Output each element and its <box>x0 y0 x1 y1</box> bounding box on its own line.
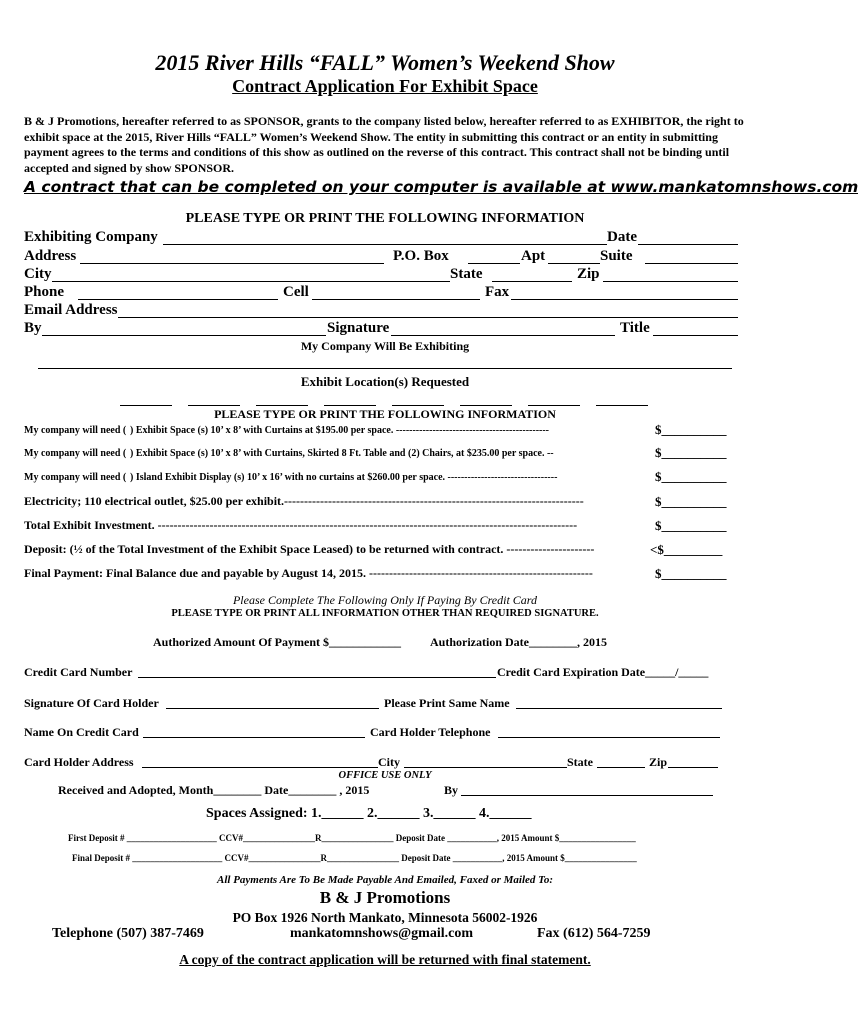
footer-address: PO Box 1926 North Mankato, Minnesota 56002-1926 <box>232 910 538 925</box>
credit-heading: Please Complete The Following Only If Paying By Credit Card <box>232 593 538 607</box>
card-number-label: Credit Card Number <box>24 665 133 679</box>
state-label: State <box>450 266 483 282</box>
need-prefix-2: My company will need ( <box>24 448 127 459</box>
exhibiting-as-label: My Company Will Be Exhibiting <box>300 339 470 353</box>
page-title: 2015 River Hills “FALL” Women’s Weekend Show <box>155 50 615 75</box>
authorized-amount[interactable]: Authorized Amount Of Payment $____________ <box>153 635 401 649</box>
location-field-7[interactable] <box>528 405 580 406</box>
authorization-date[interactable]: Authorization Date________, 2015 <box>430 635 607 649</box>
electricity-amount[interactable]: $__________ <box>655 494 727 509</box>
need-prefix-1: My company will need ( <box>24 425 127 436</box>
zip-field[interactable] <box>603 281 738 282</box>
city-field[interactable] <box>52 281 450 282</box>
location-field-1[interactable] <box>120 405 172 406</box>
info-heading: PLEASE TYPE OR PRINT THE FOLLOWING INFORMATION <box>185 211 585 226</box>
received-line[interactable]: Received and Adopted, Month________ Date________ , 2015 <box>58 783 370 797</box>
phone-label: Phone <box>24 284 65 300</box>
deposit-line: Deposit: (½ of the Total Investment of the Exhibit Space Leased) to be returned with contract. ---------------------- <box>24 542 595 556</box>
fax-label: Fax <box>485 284 510 300</box>
item-exhibit-table: ) Exhibit Space (s) 10’ x 8’ with Curtains, Skirted 8 Ft. Table and (2) Chairs, at $235.00 per space. -- <box>130 448 554 459</box>
holder-zip-field[interactable] <box>668 767 718 768</box>
name-on-card-field[interactable] <box>143 737 365 738</box>
office-by-label: By <box>444 783 459 797</box>
cell-label: Cell <box>283 284 309 300</box>
cell-field[interactable] <box>312 299 480 300</box>
signature-label: Signature <box>327 320 390 336</box>
copy-note: A copy of the contract application will be returned with final statement. <box>179 952 591 967</box>
apt-field[interactable] <box>548 263 600 264</box>
suite-label: Suite <box>600 248 633 264</box>
expiration-field[interactable]: Credit Card Expiration Date_____/_____ <box>497 665 709 679</box>
date-label: Date <box>607 229 637 245</box>
holder-state-label: State <box>567 755 593 769</box>
apt-label: Apt <box>521 248 546 264</box>
phone-field[interactable] <box>78 299 278 300</box>
title-label: Title <box>620 320 650 336</box>
final-line: Final Payment: Final Balance due and payable by August 14, 2015. -------------------------------------------------------- <box>24 566 593 580</box>
office-heading: OFFICE USE ONLY <box>338 770 432 781</box>
holder-phone-label: Card Holder Telephone <box>370 725 491 739</box>
title-field[interactable] <box>653 335 738 336</box>
order-heading: PLEASE TYPE OR PRINT THE FOLLOWING INFORMATION <box>214 407 556 421</box>
payments-note: All Payments Are To Be Made Payable And Emailed, Faxed or Mailed To: <box>217 874 553 886</box>
print-name-label: Please Print Same Name <box>384 696 510 710</box>
footer-company: B & J Promotions <box>319 888 451 907</box>
card-signature-label: Signature Of Card Holder <box>24 696 159 710</box>
item-exhibit-space: ) Exhibit Space (s) 10’ x 8’ with Curtains at $195.00 per space. ---------------------------------------------- <box>130 425 550 436</box>
email-field[interactable] <box>118 317 738 318</box>
spaces-assigned[interactable]: Spaces Assigned: 1.______ 2.______ 3.______ 4.______ <box>206 806 532 821</box>
date-field[interactable] <box>638 244 738 245</box>
address-label: Address <box>24 248 77 264</box>
location-field-4[interactable] <box>324 405 376 406</box>
by-label: By <box>24 320 42 336</box>
holder-city-label: City <box>378 755 400 769</box>
zip-label: Zip <box>577 266 600 282</box>
company-field[interactable] <box>163 244 607 245</box>
company-label: Exhibiting Company <box>24 229 158 245</box>
print-name-field[interactable] <box>516 708 722 709</box>
holder-address-field[interactable] <box>142 767 378 768</box>
footer-fax: Fax (612) 564-7259 <box>537 926 651 941</box>
card-signature-field[interactable] <box>166 708 379 709</box>
location-field-6[interactable] <box>460 405 512 406</box>
city-label: City <box>24 266 52 282</box>
holder-zip-label: Zip <box>649 755 668 769</box>
page-subtitle: Contract Application For Exhibit Space <box>232 76 538 96</box>
total-amount[interactable]: $__________ <box>655 518 727 533</box>
email-label: Email Address <box>24 302 118 318</box>
final-amount[interactable]: $__________ <box>655 566 727 581</box>
item-island: ) Island Exhibit Display (s) 10’ x 16’ with no curtains at $260.00 per space. --------------------------------- <box>130 472 558 483</box>
address-field[interactable] <box>80 263 384 264</box>
location-field-8[interactable] <box>596 405 648 406</box>
holder-address-label: Card Holder Address <box>24 755 134 769</box>
pobox-label: P.O. Box <box>393 248 449 264</box>
location-field-3[interactable] <box>256 405 308 406</box>
deposit-amount[interactable]: <$_________ <box>650 542 723 557</box>
final-deposit-line[interactable]: Final Deposit # ____________________ CCV#________________R________________ Deposit Date ___________, 2015 Amount $________________ <box>72 853 637 863</box>
state-field[interactable] <box>492 281 572 282</box>
electricity-line: Electricity; 110 electrical outlet, $25.00 per exhibit.--------------------------------------------------------------------------- <box>24 494 584 508</box>
intro-paragraph: B & J Promotions, hereafter referred to as SPONSOR, grants to the company listed below, hereafter referred to as EXHIBITOR, the right to exhibit space at the 2015, River Hills “FALL” Women’s Weekend Show. The entity in submitting this contract or an entity in submitting payment agrees to the terms and conditions of this show as outlined on the reverse of this contract. This contract shall not be binding until accepted and signed by show SPONSOR. <box>24 114 744 175</box>
office-by-field[interactable] <box>461 795 713 796</box>
item-1-amount[interactable]: $__________ <box>655 422 727 437</box>
card-number-field[interactable] <box>138 677 496 678</box>
first-deposit-line[interactable]: First Deposit # ____________________ CCV#________________R________________ Deposit Date ___________, 2015 Amount $_________________ <box>68 833 636 843</box>
need-prefix-3: My company will need ( <box>24 472 127 483</box>
item-2-amount[interactable]: $__________ <box>655 445 727 460</box>
by-field[interactable] <box>42 335 326 336</box>
total-line: Total Exhibit Investment. --------------------------------------------------------------------------------------------------------- <box>24 518 578 532</box>
item-3-amount[interactable]: $__________ <box>655 469 727 484</box>
pobox-field[interactable] <box>468 263 520 264</box>
holder-state-field[interactable] <box>597 767 645 768</box>
holder-phone-field[interactable] <box>498 737 720 738</box>
location-field-2[interactable] <box>188 405 240 406</box>
locations-label: Exhibit Location(s) Requested <box>300 374 470 389</box>
holder-city-field[interactable] <box>404 767 567 768</box>
fax-field[interactable] <box>511 299 738 300</box>
credit-heading-2: PLEASE TYPE OR PRINT ALL INFORMATION OTHER THAN REQUIRED SIGNATURE. <box>171 608 599 619</box>
signature-field[interactable] <box>391 335 615 336</box>
computer-note-link[interactable]: A contract that can be completed on your computer is available at www.mankatomnshows.com <box>24 178 858 196</box>
footer-telephone: Telephone (507) 387-7469 <box>52 926 204 941</box>
location-field-5[interactable] <box>392 405 444 406</box>
name-on-card-label: Name On Credit Card <box>24 725 139 739</box>
suite-field[interactable] <box>645 263 738 264</box>
exhibiting-as-field[interactable] <box>38 368 732 369</box>
footer-email[interactable]: mankatomnshows@gmail.com <box>290 926 473 941</box>
